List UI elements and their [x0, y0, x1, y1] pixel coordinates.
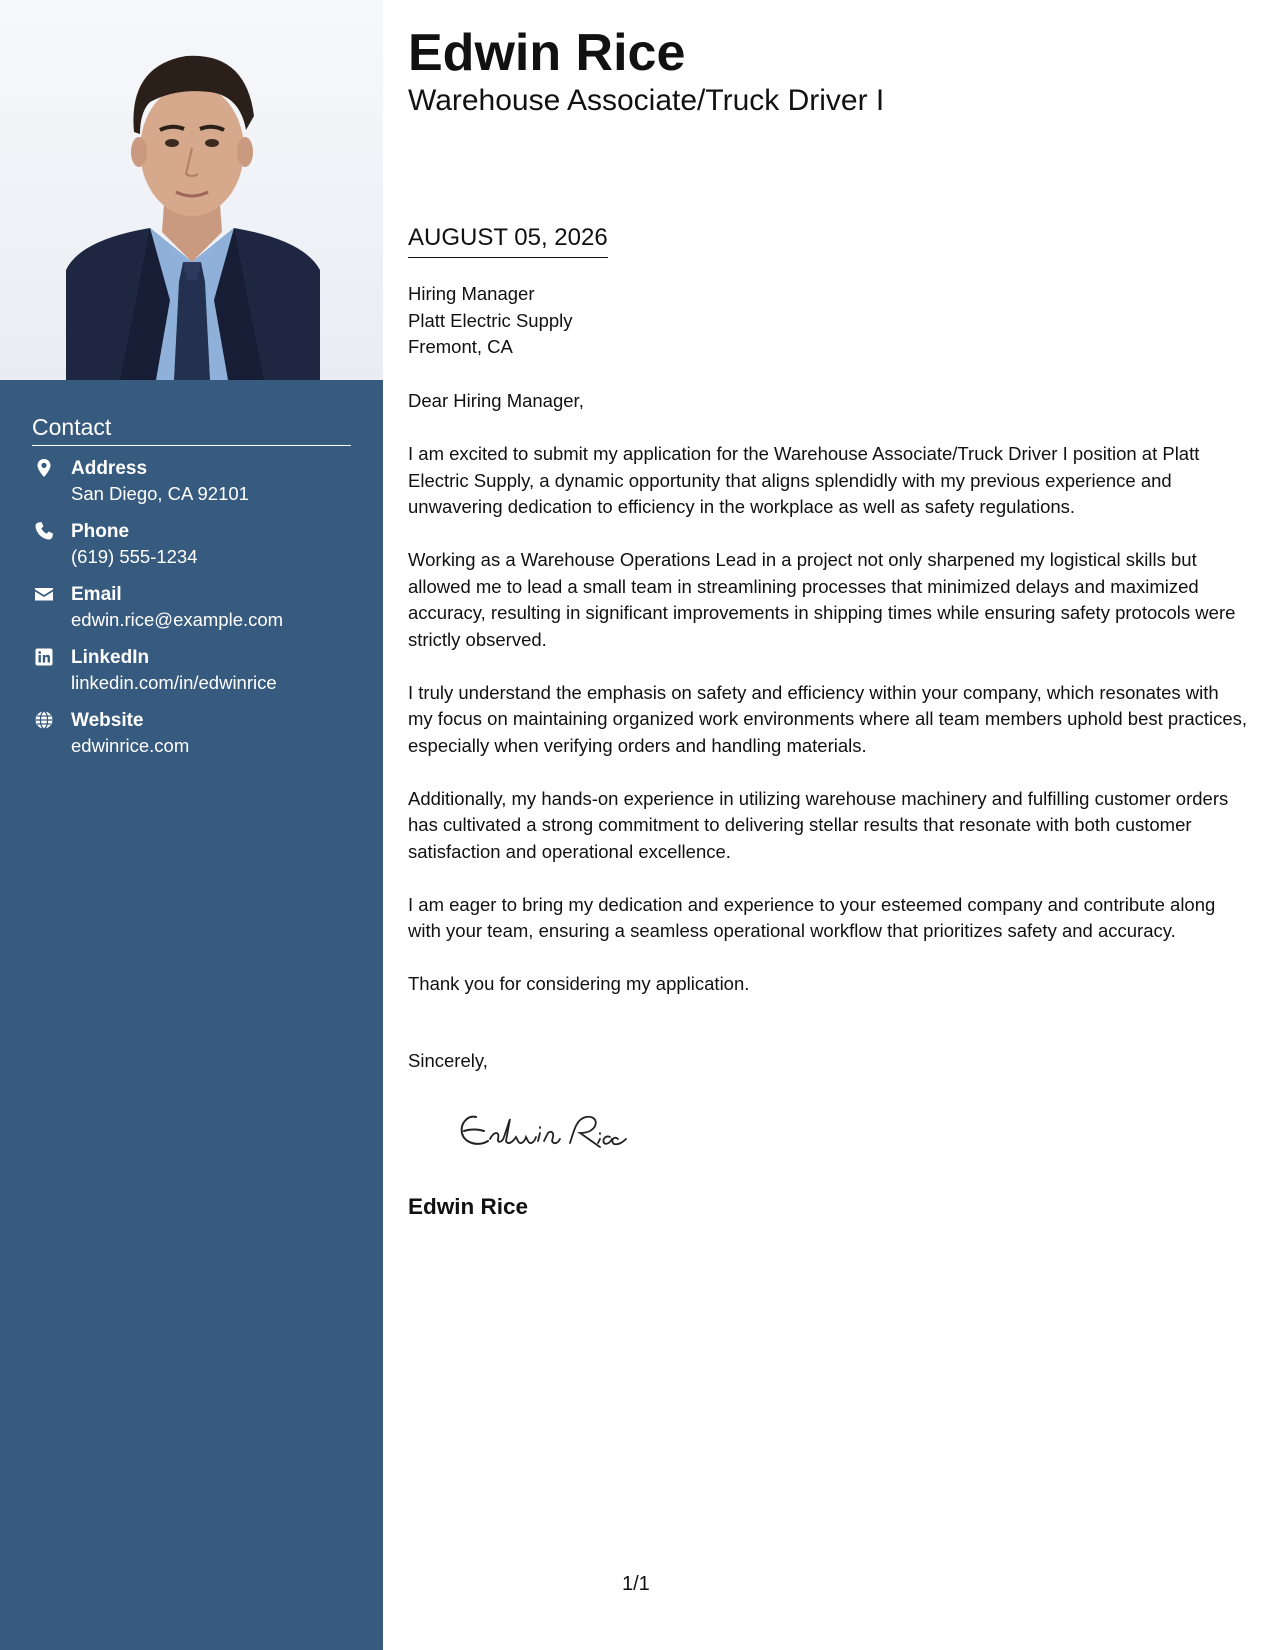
map-marker-icon	[34, 458, 54, 478]
globe-icon	[34, 710, 54, 730]
email-value[interactable]: edwin.rice@example.com	[71, 609, 284, 630]
letter-date: AUGUST 05, 2026	[408, 222, 608, 258]
recipient-line: Fremont, CA	[408, 336, 513, 357]
website-value[interactable]: edwinrice.com	[71, 735, 190, 756]
body-paragraph: Working as a Warehouse Operations Lead in a project not only sharpened my logistical skills but allowed me to lead a small team in streamlining processes that minimized delays and maximized accuracy, resulting in significant improvements in shipping times while ensuring safety protocols were strictly observed.	[408, 549, 1236, 650]
recipient-line: Platt Electric Supply	[408, 309, 573, 331]
job-title: Warehouse Associate/Truck Driver I	[408, 84, 885, 117]
phone-value: (619) 555-1234	[71, 546, 198, 567]
contact-email	[32, 582, 351, 632]
handwritten-signature	[454, 1103, 634, 1159]
phone-icon	[34, 521, 54, 541]
body-paragraph: I am eager to bring my dedication and experience to your esteemed company and contribute along with your team, ensuring a seamless operational workflow that prioritizes safety and accuracy.	[408, 893, 1216, 941]
page-number: 1/1	[622, 1573, 650, 1595]
body-paragraph: Additionally, my hands-on experience in utilizing warehouse machinery and fulfilling customer orders has cultivated a strong commitment to delivering stellar results that resonate with both customer satisfaction and operational excellence.	[408, 787, 1229, 862]
contact-linkedin	[32, 645, 351, 695]
applicant-name: Edwin Rice	[408, 24, 686, 82]
contact-address	[32, 456, 351, 506]
contact-heading: Contact	[32, 412, 351, 446]
profile-photo	[0, 0, 383, 380]
website-label: Website	[71, 710, 144, 731]
email-label: Email	[71, 584, 122, 605]
address-value: San Diego, CA 92101	[71, 483, 249, 504]
linkedin-label: LinkedIn	[71, 647, 150, 668]
body-paragraph: Thank you for considering my application.	[408, 973, 750, 994]
contact-phone	[32, 519, 351, 569]
sidebar	[0, 0, 383, 1650]
body-paragraph: I truly understand the emphasis on safety and efficiency within your company, which resonates with my focus on maintaining organized work environments where all team members uphold best practices, especially when verifying orders and handling materials.	[408, 681, 1248, 756]
phone-label: Phone	[71, 521, 130, 542]
envelope-icon	[34, 584, 54, 604]
recipient-block	[408, 281, 573, 361]
letter-body	[408, 388, 1248, 1024]
recipient-line: Hiring Manager	[408, 283, 535, 304]
body-paragraph: I am excited to submit my application for the Warehouse Associate/Truck Driver I position at Platt Electric Supply, a dynamic opportunity that aligns splendidly with my previous experience and unwavering dedication to efficiency in the workplace as well as safety regulations.	[408, 443, 1200, 517]
linkedin-value[interactable]: linkedin.com/in/edwinrice	[71, 672, 277, 693]
contact-section	[32, 412, 351, 771]
greeting: Dear Hiring Manager,	[408, 390, 584, 411]
closing: Sincerely,	[408, 1050, 488, 1071]
address-label: Address	[71, 458, 148, 479]
linkedin-icon	[34, 647, 54, 667]
signed-name: Edwin Rice	[408, 1194, 529, 1219]
contact-website	[32, 708, 351, 758]
